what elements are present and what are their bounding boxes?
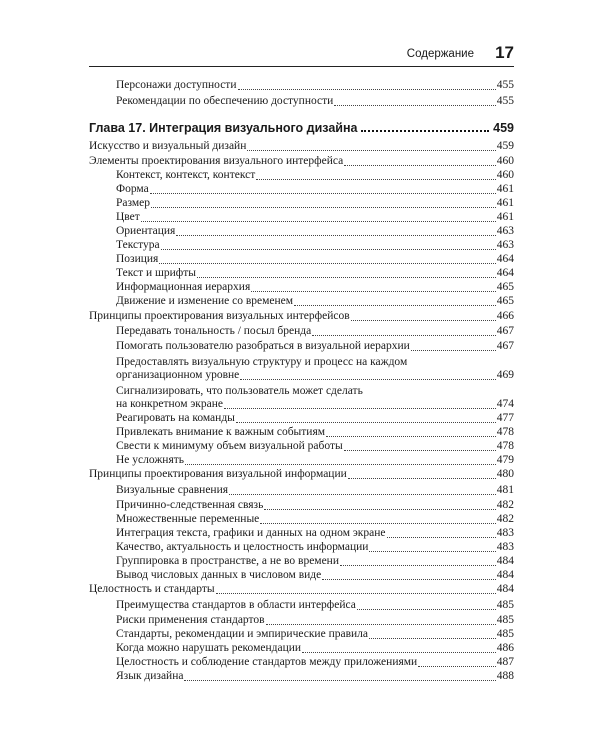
toc-leader-dots (344, 441, 496, 451)
toc-entry-page: 482 (496, 513, 514, 525)
toc-entry-page: 479 (496, 454, 514, 466)
toc-leader-dots (197, 268, 496, 278)
toc-entry-title: Когда можно нарушать рекомендации (116, 642, 302, 654)
toc-entry-title: Качество, актуальность и целостность информации (116, 541, 369, 553)
toc-entry-title: Множественные переменные (116, 513, 260, 525)
toc-entry-page: 484 (496, 569, 514, 581)
toc-entry (116, 569, 514, 582)
toc-entry-title: Привлекать внимание к важным событиям (116, 426, 326, 438)
toc-leader-dots (176, 226, 495, 236)
toc-entry (116, 197, 514, 210)
toc-entry (116, 541, 514, 554)
toc-leader-dots (361, 121, 489, 132)
toc-entry-line1 (116, 356, 514, 369)
toc-entry-page: 474 (496, 398, 514, 410)
toc-entry (116, 183, 514, 196)
toc-entry-page: 483 (496, 541, 514, 553)
toc-leader-dots (340, 556, 496, 566)
toc-entry-page: 481 (496, 484, 514, 496)
toc-leader-dots (185, 455, 496, 465)
toc-leader-dots (312, 326, 496, 336)
toc-entry-title: Ориентация (116, 225, 176, 237)
toc-leader-dots (229, 485, 496, 495)
toc-leader-dots (411, 341, 496, 351)
toc-entry-page: 487 (496, 656, 514, 668)
toc-entry-title: Движение и изменение со временем (116, 295, 294, 307)
toc-entry (116, 267, 514, 280)
toc-entry-title: Текст и шрифты (116, 267, 196, 279)
toc-leader-dots (357, 600, 496, 610)
toc-entry-page: 482 (496, 499, 514, 511)
toc-entry-title: Размер (116, 197, 151, 209)
toc-entry-page: 467 (496, 325, 514, 337)
toc-entry-page: 485 (496, 614, 514, 626)
toc-entry-title: Принципы проектирования визуальных интерфейсов (89, 310, 350, 322)
toc-entry-page: 464 (496, 253, 514, 265)
toc-entry-title: Помогать пользователю разобраться в визуальной иерархии (116, 340, 410, 352)
toc-section (89, 155, 514, 168)
toc-entry (116, 325, 514, 338)
toc-entry (116, 95, 514, 108)
toc-chapter-page: 459 (493, 121, 514, 135)
toc-entry-title: Стандарты, рекомендации и эмпирические правила (116, 628, 369, 640)
toc-leader-dots (224, 399, 496, 409)
toc-entry-page: 485 (496, 628, 514, 640)
toc-entry-title-cont: организационном уровне (116, 369, 240, 381)
toc-leader-dots (348, 469, 496, 479)
toc-leader-dots (294, 296, 496, 306)
toc-entry-page: 477 (496, 412, 514, 424)
toc-entry-title: Вывод числовых данных в числовом виде (116, 569, 322, 581)
toc-entry (116, 225, 514, 238)
toc-entry-title: Цвет (116, 211, 140, 223)
toc-entry-page: 486 (496, 642, 514, 654)
toc-entry-title: Визуальные сравнения (116, 484, 229, 496)
toc-entry-title: Свести к минимуму объем визуальной работы (116, 440, 343, 452)
toc-entry-page: 461 (496, 183, 514, 195)
toc-leader-dots (141, 212, 496, 222)
toc-entry-page: 465 (496, 281, 514, 293)
toc-entry-line1 (116, 385, 514, 398)
toc-entry-page: 455 (496, 79, 514, 91)
toc-leader-dots (260, 514, 495, 524)
toc-leader-dots (151, 198, 496, 208)
toc-leader-dots (369, 629, 496, 639)
toc-leader-dots (302, 643, 496, 653)
toc-entry-title: Интеграция текста, графики и данных на одном экране (116, 527, 386, 539)
toc-entry-title: Текстура (116, 239, 160, 251)
toc-entry-page: 480 (496, 468, 514, 480)
toc-entry-title: Контекст, контекст, контекст (116, 169, 256, 181)
toc-leader-dots (264, 500, 495, 510)
toc-entry (116, 499, 514, 512)
running-header (89, 40, 514, 67)
toc-leader-dots (251, 282, 496, 292)
toc-entry (116, 642, 514, 655)
toc-entry-page: 467 (496, 340, 514, 352)
toc-leader-dots (238, 80, 496, 90)
toc-entry-title: Информационная иерархия (116, 281, 251, 293)
toc-leader-dots (247, 141, 495, 151)
toc-entry-title: Реагировать на команды (116, 412, 235, 424)
toc-entry-page: 460 (496, 169, 514, 181)
toc-entry (116, 555, 514, 568)
toc-entry-page: 464 (496, 267, 514, 279)
toc-entry-title: Целостность и соблюдение стандартов между приложениями (116, 656, 418, 668)
toc-entry-title: Искусство и визуальный дизайн (89, 140, 247, 152)
toc-entry-title: Не усложнять (116, 454, 185, 466)
toc-leader-dots (150, 184, 496, 194)
toc-entry (116, 412, 514, 425)
toc-entry-title: Форма (116, 183, 149, 195)
toc-chapter-title: Глава 17. Интеграция визуального дизайна (89, 121, 358, 135)
toc-entry-page: 461 (496, 197, 514, 209)
toc-leader-dots (240, 370, 495, 380)
toc-section (89, 140, 514, 153)
toc-entry (116, 211, 514, 224)
toc-entry-page: 463 (496, 225, 514, 237)
toc-entry (116, 484, 514, 497)
toc-entry-page: 478 (496, 426, 514, 438)
toc-section (89, 468, 514, 481)
toc-entry-title: Причинно-следственная связь (116, 499, 264, 511)
header-section-title: Содержание (406, 48, 474, 60)
toc-leader-dots (216, 584, 496, 594)
toc-leader-dots (159, 254, 495, 264)
toc-entry-title: Рекомендации по обеспечению доступности (116, 95, 334, 107)
toc-entry (116, 527, 514, 540)
toc-entry (116, 253, 514, 266)
toc-entry (116, 656, 514, 669)
toc-entry-title: Сигнализировать, что пользователь может сделать (116, 385, 363, 397)
toc-entry (116, 440, 514, 453)
toc-chapter-heading (89, 121, 514, 135)
toc-leader-dots (256, 170, 495, 180)
toc-leader-dots (236, 413, 496, 423)
toc-entry-page: 461 (496, 211, 514, 223)
toc-entry-page: 455 (496, 95, 514, 107)
toc-entry (116, 599, 514, 612)
toc-entry-page: 465 (496, 295, 514, 307)
toc-entry-title: Предоставлять визуальную структуру и процесс на каждом (116, 356, 408, 368)
toc-entry (116, 295, 514, 308)
toc-leader-dots (161, 240, 496, 250)
toc-entry (116, 454, 514, 467)
toc-entry-page: 460 (496, 155, 514, 167)
toc-section (89, 310, 514, 323)
toc-leader-dots (334, 96, 495, 106)
toc-entry (116, 628, 514, 641)
toc-entry (116, 369, 514, 382)
toc-entry (116, 670, 514, 683)
toc-entry (116, 398, 514, 411)
toc-leader-dots (266, 615, 496, 625)
toc-leader-dots (322, 570, 496, 580)
toc-entry-page: 484 (496, 583, 514, 595)
toc-entry (116, 169, 514, 182)
toc-leader-dots (369, 542, 495, 552)
toc-section (89, 583, 514, 596)
header-page-number: 17 (495, 43, 514, 62)
toc-leader-dots (351, 311, 496, 321)
toc-leader-dots (184, 671, 495, 681)
toc-entry (116, 239, 514, 252)
toc-entry-title: Элементы проектирования визуального интерфейса (89, 155, 344, 167)
toc-entry-title: Преимущества стандартов в области интерфейса (116, 599, 356, 611)
toc-entry-page: 488 (496, 670, 514, 682)
toc-entry-page: 483 (496, 527, 514, 539)
toc-leader-dots (344, 156, 496, 166)
toc-entry-title: Группировка в пространстве, а не во времени (116, 555, 339, 567)
toc-entry-title: Принципы проектирования визуальной информации (89, 468, 347, 480)
toc-entry-title: Персонажи доступности (116, 79, 237, 91)
toc-entry-page: 469 (496, 369, 514, 381)
toc-entry-title: Позиция (116, 253, 159, 265)
toc-entry-title-cont: на конкретном экране (116, 398, 223, 410)
toc-leader-dots (418, 657, 496, 667)
toc-entry-page: 484 (496, 555, 514, 567)
toc-entry-page: 478 (496, 440, 514, 452)
toc-entry-title: Целостность и стандарты (89, 583, 215, 595)
toc-entry-page: 466 (496, 310, 514, 322)
toc-entry (116, 281, 514, 294)
toc-entry-page: 485 (496, 599, 514, 611)
toc-entry-title: Риски применения стандартов (116, 614, 265, 626)
toc-entry (116, 513, 514, 526)
toc-leader-dots (326, 427, 496, 437)
toc-entry (116, 614, 514, 627)
toc-entry-title: Передавать тональность / посыл бренда (116, 325, 312, 337)
toc-entry (116, 426, 514, 439)
toc-leader-dots (387, 528, 496, 538)
toc-entry-title: Язык дизайна (116, 670, 184, 682)
toc-entry-page: 463 (496, 239, 514, 251)
toc-entry (116, 79, 514, 92)
toc-entry-page: 459 (496, 140, 514, 152)
toc-entry (116, 340, 514, 353)
